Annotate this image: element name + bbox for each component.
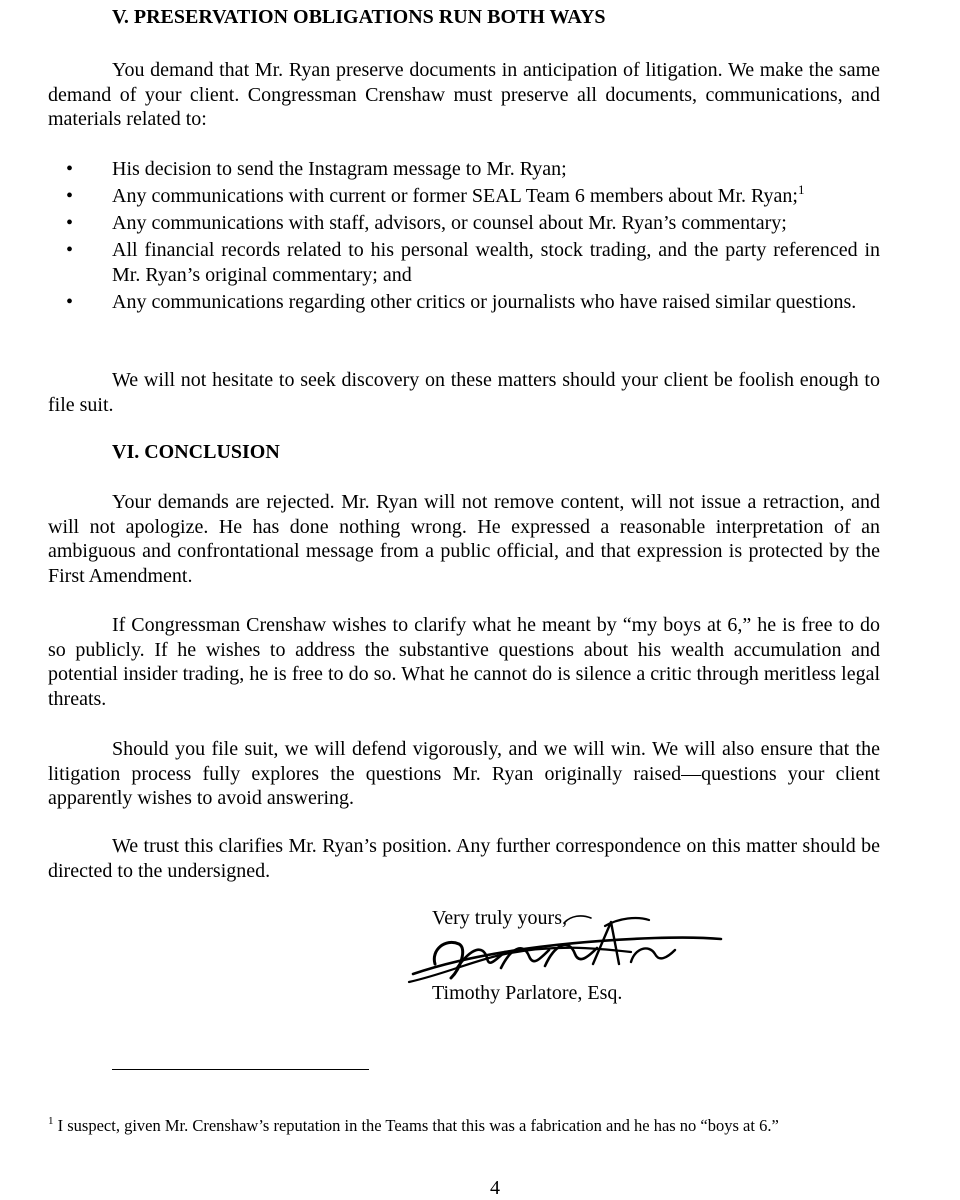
handwritten-signature [405, 908, 725, 988]
bullet-text: Any communications with current or former SEAL Team 6 members about Mr. Ryan; [112, 185, 798, 207]
page-number: 4 [490, 1177, 500, 1199]
conclusion-paragraph: If Congressman Crenshaw wishes to clarify what he meant by “my boys at 6,” he is free to do so publicly. If he wishes to address the substantive questions about his wealth accumulation and potential insider trading, he is free to do so. What he cannot do is silence a critic through meritless legal threats. [48, 614, 880, 710]
bullet-icon: • [66, 239, 74, 261]
conclusion-paragraph: Your demands are rejected. Mr. Ryan will not remove content, will not issue a retraction, and will not apologize. He has done nothing wrong. He expressed a reasonable interpretation of an ambiguous and confrontational message from a public official, and that expression is protected by the First Amendment. [48, 491, 880, 587]
list-item [48, 211, 880, 236]
footnote-text: I suspect, given Mr. Crenshaw’s reputation in the Teams that this was a fabrication and he has no “boys at 6.” [57, 1116, 779, 1135]
bullet-text: Any communications with staff, advisors, or counsel about Mr. Ryan’s commentary; [112, 212, 787, 234]
preservation-intro-paragraph: You demand that Mr. Ryan preserve documents in anticipation of litigation. We make the same demand of your client. Congressman Crenshaw must preserve all documents, communications, and materials related to: [48, 59, 880, 130]
list-item [48, 238, 880, 287]
footnote-reference: 1 [798, 182, 805, 197]
letter-closing: Very truly yours, [432, 907, 567, 929]
conclusion-paragraph: Should you file suit, we will defend vigorously, and we will win. We will also ensure that the litigation process fully explores the questions Mr. Ryan originally raised—questions your client apparently wishes to avoid answering. [48, 738, 880, 809]
section-heading-preservation: V. PRESERVATION OBLIGATIONS RUN BOTH WAYS [112, 6, 606, 28]
footnote [48, 1116, 779, 1136]
bullet-icon: • [66, 185, 74, 207]
bullet-text: Any communications regarding other critics or journalists who have raised similar questions. [112, 290, 857, 313]
bullet-icon: • [66, 212, 74, 234]
bullet-icon: • [66, 158, 74, 180]
bullet-text: His decision to send the Instagram message to Mr. Ryan; [112, 158, 567, 180]
bullet-text: All financial records related to his personal wealth, stock trading, and the party referenced in Mr. Ryan’s original commentary; and [112, 239, 880, 286]
list-item [48, 157, 880, 182]
conclusion-paragraph: We trust this clarifies Mr. Ryan’s position. Any further correspondence on this matter should be directed to the undersigned. [48, 835, 880, 882]
bullet-icon: • [66, 290, 74, 313]
footnote-number: 1 [48, 1115, 54, 1127]
preservation-bullet-list [48, 157, 880, 317]
signatory-name: Timothy Parlatore, Esq. [432, 982, 623, 1004]
list-item [48, 290, 880, 315]
section-heading-conclusion: VI. CONCLUSION [112, 441, 280, 463]
list-item [48, 184, 880, 209]
footnote-divider [112, 1069, 369, 1070]
preservation-closing-paragraph: We will not hesitate to seek discovery on these matters should your client be foolish enough to file suit. [48, 369, 880, 416]
